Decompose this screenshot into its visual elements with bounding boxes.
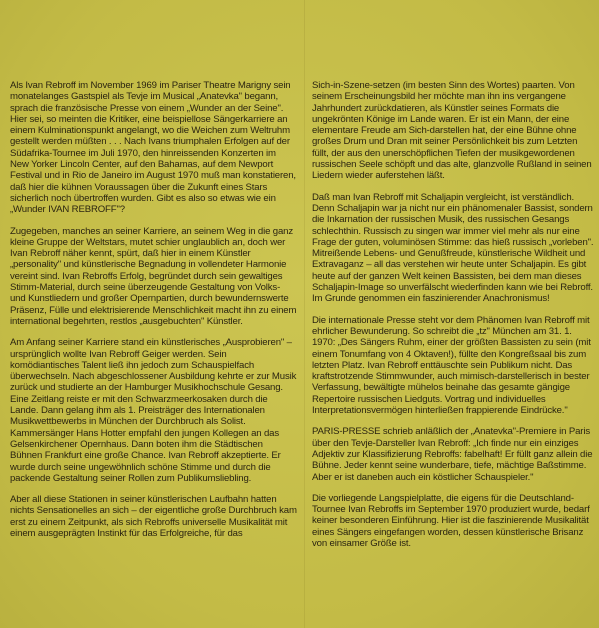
paragraph: Als Ivan Rebroff im November 1969 im Pariser Theatre Marigny sein monatelanges Gastspiel als Tevje im Musical „Anatevka" begann, sprach die französische Presse von einem „Wunder an der Seine". Hier sei, so meinten die Kritiker, eine beispiellose Sängerkarriere an einem Kulminationspunkt angelangt, wo die Weichen zum Weltruhm gestellt werden müßten . . . Nach Ivans triumphalen Erfolgen auf der Südafrika-Tournee im Juli 1970, den hinreissenden Konzerten im New Yorker Lincoln Center, auf den Bahamas, auf dem Newport Festival und in Rio de Janeiro im August 1970 muß man konstatieren, daß hier die kühnen Voraussagen über die Zukunft eines Stars sicherlich noch übertroffen wurden. Gibt es also so etwas wie ein „Wunder IVAN REBROFF"? <box>10 80 296 216</box>
paragraph: Aber all diese Stationen in seiner künstlerischen Laufbahn hatten nichts Sensationelles an sich – der eigentliche große Durchbruch kam erst zu einem Zeitpunkt, als sich Rebroffs universelle Musikalität mit einem ausgeprägten Instinkt für das Erfolgreiche, für das <box>10 494 297 539</box>
paragraph: Die vorliegende Langspielplatte, die eigens für die Deutschland-Tournee Ivan Rebroffs im September 1970 produziert wurde, bedarf keiner besonderen Einführung. Hier ist die faszinierende Musikalität eines Sängers eingefangen worden, dessen künstlerische Brisanz von einsamer Größe ist. <box>312 492 590 549</box>
center-fold <box>304 0 305 628</box>
right-text-column <box>312 80 594 559</box>
paragraph: Zugegeben, manches an seiner Karriere, an seinem Weg in die ganz kleine Gruppe der Weltstars, mutet schier unglaublich an, doch wer Ivan Rebroff näher kennt, spürt, daß hier in einem Künstler „personality" und künstlerische Begnadung in vollendeter Harmonie vereint sind. Ivan Rebroffs Erfolg, begründet durch sein gewaltiges Stimm-Material, durch seine überzeugende Gestaltung von Volks- und Kunstliedern und großer Opernpartien, durch bewundernswerte Präsenz, Fülle und elektrisierende Menschlichkeit macht ihn zu einem international begehrten, restlos „ausgebuchten" Künstler. <box>10 225 297 327</box>
paragraph: Am Anfang seiner Karriere stand ein künstlerisches „Ausprobieren" – ursprünglich wollte Ivan Rebroff Geiger werden. Sein komödiantisches Talent ließ ihn jedoch zum Schauspielfach überwechseln. Nach abgeschlossener Ausbildung kehrte er zur Musik zurück und studierte an der Hamburger Musikhochschule Gesang. Eine Zeitlang reiste er mit den Schwarzmeerkosaken durch die Lande. Dann gelang ihm als 1. Preisträger des Internationalen Musikwettbewerbs in München der Durchbruch als Solist. Kammersänger Hans Hotter empfahl den jungen Kollegen an das Gelsenkirchener Opernhaus. Dann boten ihm die Städtischen Bühnen Frankfurt eine große Chance. Ivan Rebroff akzeptierte. Er wurde durch seine ungewöhnlich schöne Stimme und durch die packende Gestaltung seiner Rollen zum Publikumsliebling. <box>10 337 297 484</box>
paragraph: Sich-in-Szene-setzen (im besten Sinn des Wortes) paarten. Von seinem Erscheinungsbild her möchte man ihn ins vergangene Jahrhundert zurückdatieren, als Künstler seines Formats die ungekrönten Könige im Lande waren. Er ist ein Mann, der eine elementare Freude am Sich-darstellen hat, der eine Bühne ohne großes Drum und Dran mit seiner Persönlichkeit bis zum Letzten füllt, der aus den unerschöpflichen Tiefen der musikgewordenen russischen Seele schöpft und das alte, glanzvolle Rußland in seinen Liedern wieder auferstehen läßt. <box>312 80 592 182</box>
paragraph: Die internationale Presse steht vor dem Phänomen Ivan Rebroff mit ehrlicher Bewunderung. So schreibt die „tz" München am 31. 1. 1970: „Des Sängers Ruhm, einer der größten Bassisten zu sein (mit einem Tonumfang von 4 Oktaven!), füllte den Kongreßsaal bis zum letzten Platz. Ivan Rebroff enttäuschte sein Publikum nicht. Das kraftstrotzende Stimmwunder, auch mimisch-darstellerisch in bester Verfassung, bewältigte mühelos beinahe das gesamte gängige Repertoire russischen Liedguts. Vortrag und individuelles Interpretationsvermögen hinterließen frappierende Eindrücke." <box>312 314 591 417</box>
left-text-column <box>10 80 297 549</box>
paragraph: PARIS-PRESSE schrieb anläßlich der „Anatevka"-Premiere in Paris über den Tevje-Darsteller Ivan Rebroff: „Ich finde nur ein einziges Adjektiv zur Klassifizierung Rebroffs: fabelhaft! Er füllt ganz allein die Bühne. Jeder kennt seine wunderbare, tiefe, mächtige Baßstimme. Aber er ist daneben auch ein köstlicher Schauspieler." <box>312 426 593 483</box>
paragraph: Daß man Ivan Rebroff mit Schaljapin vergleicht, ist verständlich. Denn Schaljapin war ja nicht nur ein phänomenaler Bassist, sondern die Inkarnation der russischen Musik, des russischen Gesangs schlechthin. Russisch zu singen war immer viel mehr als nur eine Frage der guten, voluminösen Stimme: das hieß russisch „vorleben". Mitreißende Lebens- und Genußfreude, künstlerische Wildheit und Extravaganz – all das verstehen wir heute unter Schaljapin. Es gibt heute auf der ganzen Welt keinen Bassisten, bei dem man dieses Schaljapin-Image so unverfälscht wiederfinden kann wie bei Rebroff. Im Grunde genommen ein faszinierender Anachronismus! <box>312 191 594 305</box>
